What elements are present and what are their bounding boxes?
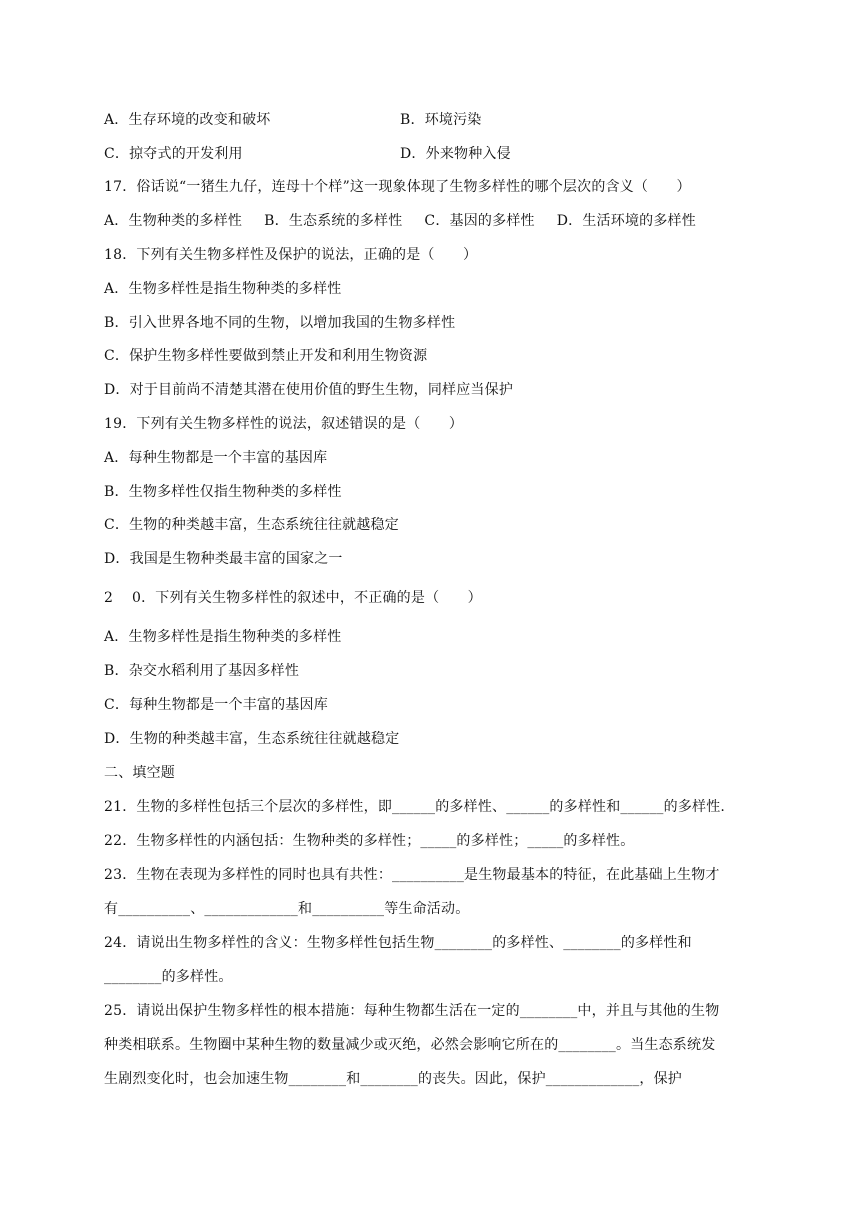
q23-line-1: 23．生物在表现为多样性的同时也具有共性：__________是生物最基本的特征，在此基础上生物才 bbox=[104, 867, 720, 883]
q17-option-b: B．生态系统的多样性 bbox=[264, 213, 403, 229]
q17-stem: 17．俗话说“一猪生九仔，连母十个样”这一现象体现了生物多样性的哪个层次的含义（ ） bbox=[104, 179, 691, 195]
q20-option-d: D．生物的种类越丰富，生态系统往往就越稳定 bbox=[104, 731, 400, 747]
q16-option-d: D．外来物种入侵 bbox=[400, 146, 511, 162]
q20-option-c: C．每种生物都是一个丰富的基因库 bbox=[104, 697, 328, 713]
q18-option-a: A．生物多样性是指生物种类的多样性 bbox=[104, 281, 342, 297]
q25-line-2: 种类相联系。生物圈中某种生物的数量减少或灭绝，必然会影响它所在的________。当生态系统发 bbox=[104, 1037, 716, 1053]
q19-option-a: A．每种生物都是一个丰富的基因库 bbox=[104, 450, 328, 466]
q20-option-a: A．生物多样性是指生物种类的多样性 bbox=[104, 629, 342, 645]
q21-text: 21．生物的多样性包括三个层次的多样性，即______的多样性、______的多样性和______的多样性. bbox=[104, 799, 726, 815]
q19-option-b: B．生物多样性仅指生物种类的多样性 bbox=[104, 484, 342, 500]
q17-options-row bbox=[104, 212, 696, 230]
q17-option-d: D．生活环境的多样性 bbox=[556, 213, 696, 229]
q16-option-c: C．掠夺式的开发利用 bbox=[104, 146, 243, 162]
q24-line-2: ________的多样性。 bbox=[104, 969, 233, 985]
q22-text: 22．生物多样性的内涵包括：生物种类的多样性；_____的多样性；_____的多样性。 bbox=[104, 833, 635, 849]
q23-line-2: 有__________、_____________和__________等生命活动。 bbox=[104, 901, 470, 917]
q16-option-a: A．生存环境的改变和破坏 bbox=[104, 112, 271, 128]
q24-line-1: 24．请说出生物多样性的含义：生物多样性包括生物________的多样性、________的多样性和 bbox=[104, 935, 692, 951]
section-title-fill-in: 二、填空题 bbox=[104, 765, 175, 781]
q25-line-3: 生剧烈变化时，也会加速生物________和________的丧失。因此，保护_____________，保护 bbox=[104, 1071, 682, 1087]
q19-option-d: D．我国是生物种类最丰富的国家之一 bbox=[104, 551, 343, 567]
q20-option-b: B．杂交水稻利用了基因多样性 bbox=[104, 663, 300, 679]
q17-option-c: C．基因的多样性 bbox=[424, 213, 535, 229]
q16-option-b: B．环境污染 bbox=[400, 112, 482, 128]
q18-option-b: B．引入世界各地不同的生物，以增加我国的生物多样性 bbox=[104, 315, 456, 331]
q18-stem: 18．下列有关生物多样性及保护的说法，正确的是（ ） bbox=[104, 247, 478, 263]
q17-option-a: A．生物种类的多样性 bbox=[104, 213, 243, 229]
q19-stem: 19．下列有关生物多样性的说法，叙述错误的是（ ） bbox=[104, 416, 464, 432]
q18-option-d: D．对于目前尚不清楚其潜在使用价值的野生生物，同样应当保护 bbox=[104, 382, 514, 398]
q20-stem: 2 0．下列有关生物多样性的叙述中，不正确的是（ ） bbox=[104, 590, 482, 606]
q19-option-c: C．生物的种类越丰富，生态系统往往就越稳定 bbox=[104, 517, 399, 533]
q25-line-1: 25．请说出保护生物多样性的根本措施：每种生物都生活在一定的________中，并且与其他的生物 bbox=[104, 1003, 720, 1019]
q18-option-c: C．保护生物多样性要做到禁止开发和利用生物资源 bbox=[104, 348, 428, 364]
